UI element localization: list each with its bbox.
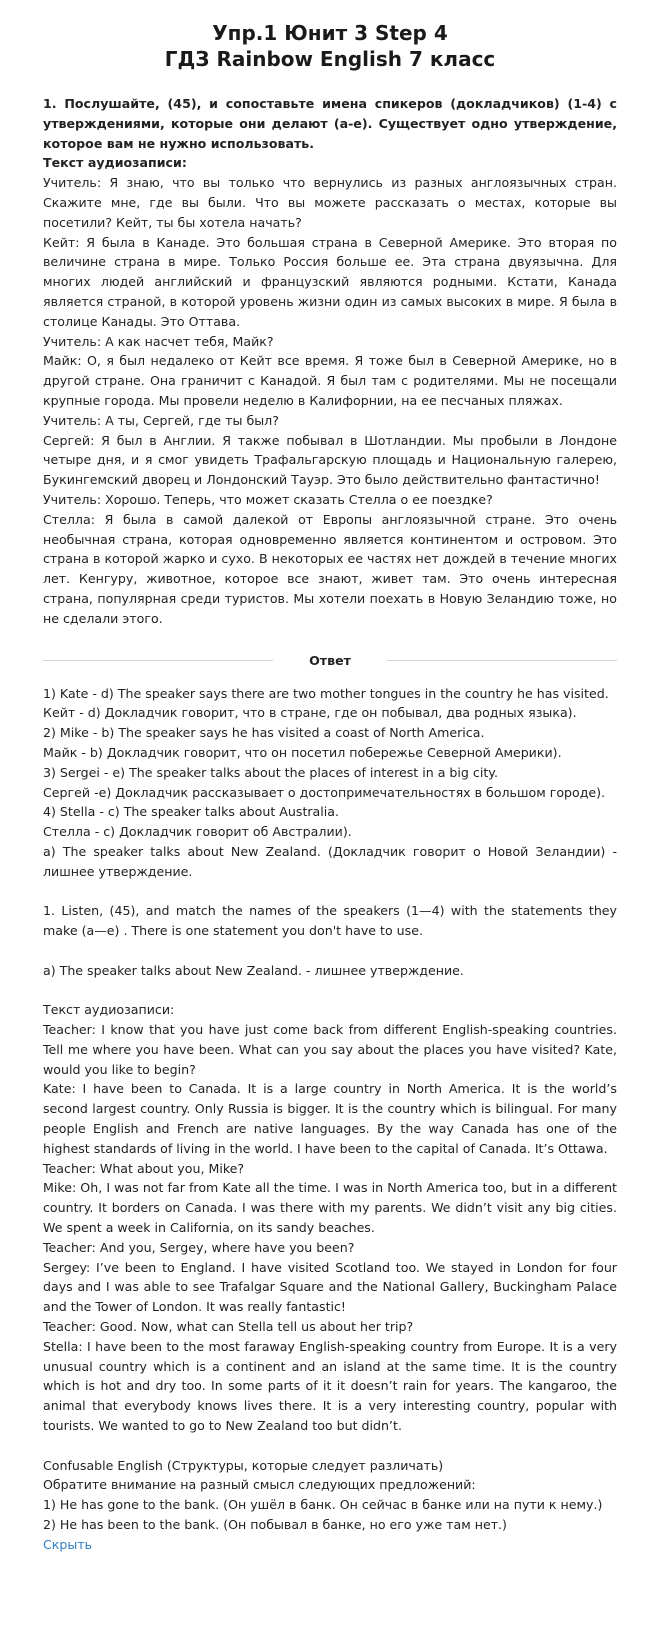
transcript-paragraph: Учитель: Я знаю, что вы только что вернулись из разных англоязычных стран. Скажите мне, где вы были. Что вы можете рассказать о местах, которые вы посетили? Кейт, ты бы хотела начать? bbox=[43, 175, 617, 230]
answer-section bbox=[43, 684, 617, 1555]
transcript-paragraph: Учитель: А ты, Сергей, где ты был? bbox=[43, 412, 279, 428]
answer-line: Сергей -e) Докладчик рассказывает о достопримечательностях в большом городе). bbox=[43, 784, 606, 800]
english-instruction: 1. Listen, (45), and match the names of the speakers (1—4) with the statements they make (a—e) . There is one statement you don't have to use. bbox=[43, 903, 617, 939]
answer-heading: Ответ bbox=[309, 652, 351, 668]
answer-line: Кейт - d) Докладчик говорит, что в стране, где он побывал, два родных языка). bbox=[43, 705, 577, 721]
spacer bbox=[43, 980, 617, 1000]
english-transcript-line: Teacher: What about you, Mike? bbox=[43, 1160, 245, 1176]
divider-line-left bbox=[43, 660, 273, 661]
extra-statement: a) The speaker talks about New Zealand. - лишнее утверждение. bbox=[43, 962, 464, 978]
english-transcript-line: Sergey: I’ve been to England. I have visited Scotland too. We stayed in London for four days and I was able to see Trafalgar Square and the National Gallery, Buckingham Palace and the Tower of London. It was really fantastic! bbox=[43, 1259, 617, 1315]
transcript-paragraph: Кейт: Я была в Канаде. Это большая страна в Северной Америке. Это вторая по величине страна в мире. Только Россия больше ее. Эта страна двуязычна. Для многих людей английский и французский являются родными. Кстати, Канада является страной, в которой уровень жизни один из самых высоких в мире. Я была в столице Канады. Это Оттава. bbox=[43, 234, 617, 329]
transcript-heading: Текст аудиозаписи: bbox=[43, 155, 187, 171]
spacer bbox=[43, 941, 617, 961]
confusable-line: 2) He has been to the bank. (Он побывал в банке, но его уже там нет.) bbox=[43, 1516, 507, 1532]
answer-line: a) The speaker talks about New Zealand. (Докладчик говорит о Новой Зеландии) - лишнее утверждение. bbox=[43, 843, 617, 879]
hide-answer-link[interactable]: Скрыть bbox=[43, 1536, 93, 1552]
answer-line: 1) Kate - d) The speaker says there are two mother tongues in the country he has visited. bbox=[43, 685, 609, 701]
english-transcript-line: Teacher: Good. Now, what can Stella tell us about her trip? bbox=[43, 1319, 414, 1335]
task-instruction: 1. Послушайте, (45), и сопоставьте имена спикеров (докладчиков) (1-4) с утверждениями, которые они делают (a-e). Существует одно утверждение, которое вам не нужно использовать. bbox=[43, 96, 617, 151]
transcript-paragraph: Учитель: Хорошо. Теперь, что может сказать Стелла о ее поездке? bbox=[43, 491, 493, 507]
answer-line: 2) Mike - b) The speaker says he has visited a coast of North America. bbox=[43, 725, 485, 741]
title-line-2: ГДЗ Rainbow English 7 класс bbox=[164, 47, 496, 71]
transcript-paragraph: Учитель: А как насчет тебя, Майк? bbox=[43, 333, 274, 349]
confusable-line: Обратите внимание на разный смысл следующих предложений: bbox=[43, 1477, 476, 1493]
answer-line: Стелла - c) Докладчик говорит об Австралии). bbox=[43, 824, 352, 840]
transcript-paragraph: Майк: О, я был недалеко от Кейт все время. Я тоже был в Северной Америке, но в другой стране. Она граничит с Канадой. Я был там с родителями. Мы не посещали крупные города. Мы провели неделю в Калифорнии, на ее песчаных пляжах. bbox=[43, 353, 617, 408]
english-transcript-line: Stella: I have been to the most faraway English-speaking country from Europe. It is a very unusual country which is a continent and an island at the same time. It is the country which is hot and dry too. In some parts of it it doesn’t rain for years. The kangaroo, the animal that everybody knows lives there. It is a very interesting country, popular with tourists. We wanted to go to New Zealand too but didn’t. bbox=[43, 1338, 617, 1433]
answer-line: 3) Sergei - e) The speaker talks about the places of interest in a big city. bbox=[43, 764, 498, 780]
english-transcript-heading: Текст аудиозаписи: bbox=[43, 1002, 175, 1018]
answer-line: 4) Stella - c) The speaker talks about Australia. bbox=[43, 804, 339, 820]
spacer bbox=[43, 881, 617, 901]
page bbox=[0, 20, 659, 1555]
english-transcript-line: Teacher: And you, Sergey, where have you been? bbox=[43, 1239, 355, 1255]
english-transcript-line: Kate: I have been to Canada. It is a large country in North America. It is the world’s second largest country. Only Russia is bigger. It is the country which is bilingual. For many people English and French are native languages. By the way Canada has one of the highest standards of living in the world. I have been to the capital of Canada. It’s Ottawa. bbox=[43, 1081, 617, 1156]
transcript-paragraph: Стелла: Я была в самой далекой от Европы англоязычной стране. Это очень необычная страна, которая одновременно является континентом и островом. Это страна в которой жарко и сухо. В некоторых ее частях нет дождей в течение многих лет. Кенгуру, животное, которое все знают, живет там. Это очень интересная страна, популярная среди туристов. Мы хотели поехать в Новую Зеландию тоже, но не сделали этого. bbox=[43, 511, 617, 626]
divider-line-right bbox=[387, 660, 617, 661]
task-section bbox=[43, 94, 617, 629]
transcript-paragraph: Сергей: Я был в Англии. Я также побывал в Шотландии. Мы пробыли в Лондоне четыре дня, и я смог увидеть Трафальгарскую площадь и Национальную галерею, Букингемский дворец и Лондонский Тауэр. Это было действительно фантастично! bbox=[43, 432, 617, 488]
confusable-heading: Confusable English (Структуры, которые следует различать) bbox=[43, 1457, 444, 1473]
title-line-1: Упр.1 Юнит 3 Step 4 bbox=[212, 21, 448, 45]
spacer bbox=[43, 1436, 617, 1456]
english-transcript-line: Mike: Oh, I was not far from Kate all the time. I was in North America too, but in a different country. It borders on Canada. I was there with my parents. We didn’t visit any big cities. We spent a week in California, on its sandy beaches. bbox=[43, 1180, 617, 1236]
confusable-line: 1) He has gone to the bank. (Он ушёл в банк. Он сейчас в банке или на пути к нему.) bbox=[43, 1497, 603, 1513]
page-title bbox=[43, 20, 617, 72]
answer-line: Майк - b) Докладчик говорит, что он посетил побережье Северной Америки). bbox=[43, 744, 562, 760]
answer-divider bbox=[43, 651, 617, 670]
english-transcript-line: Teacher: I know that you have just come back from different English-speaking countries. Tell me where you have been. What can you say about the places you have visited? Kate, would you like to begin? bbox=[43, 1022, 617, 1077]
